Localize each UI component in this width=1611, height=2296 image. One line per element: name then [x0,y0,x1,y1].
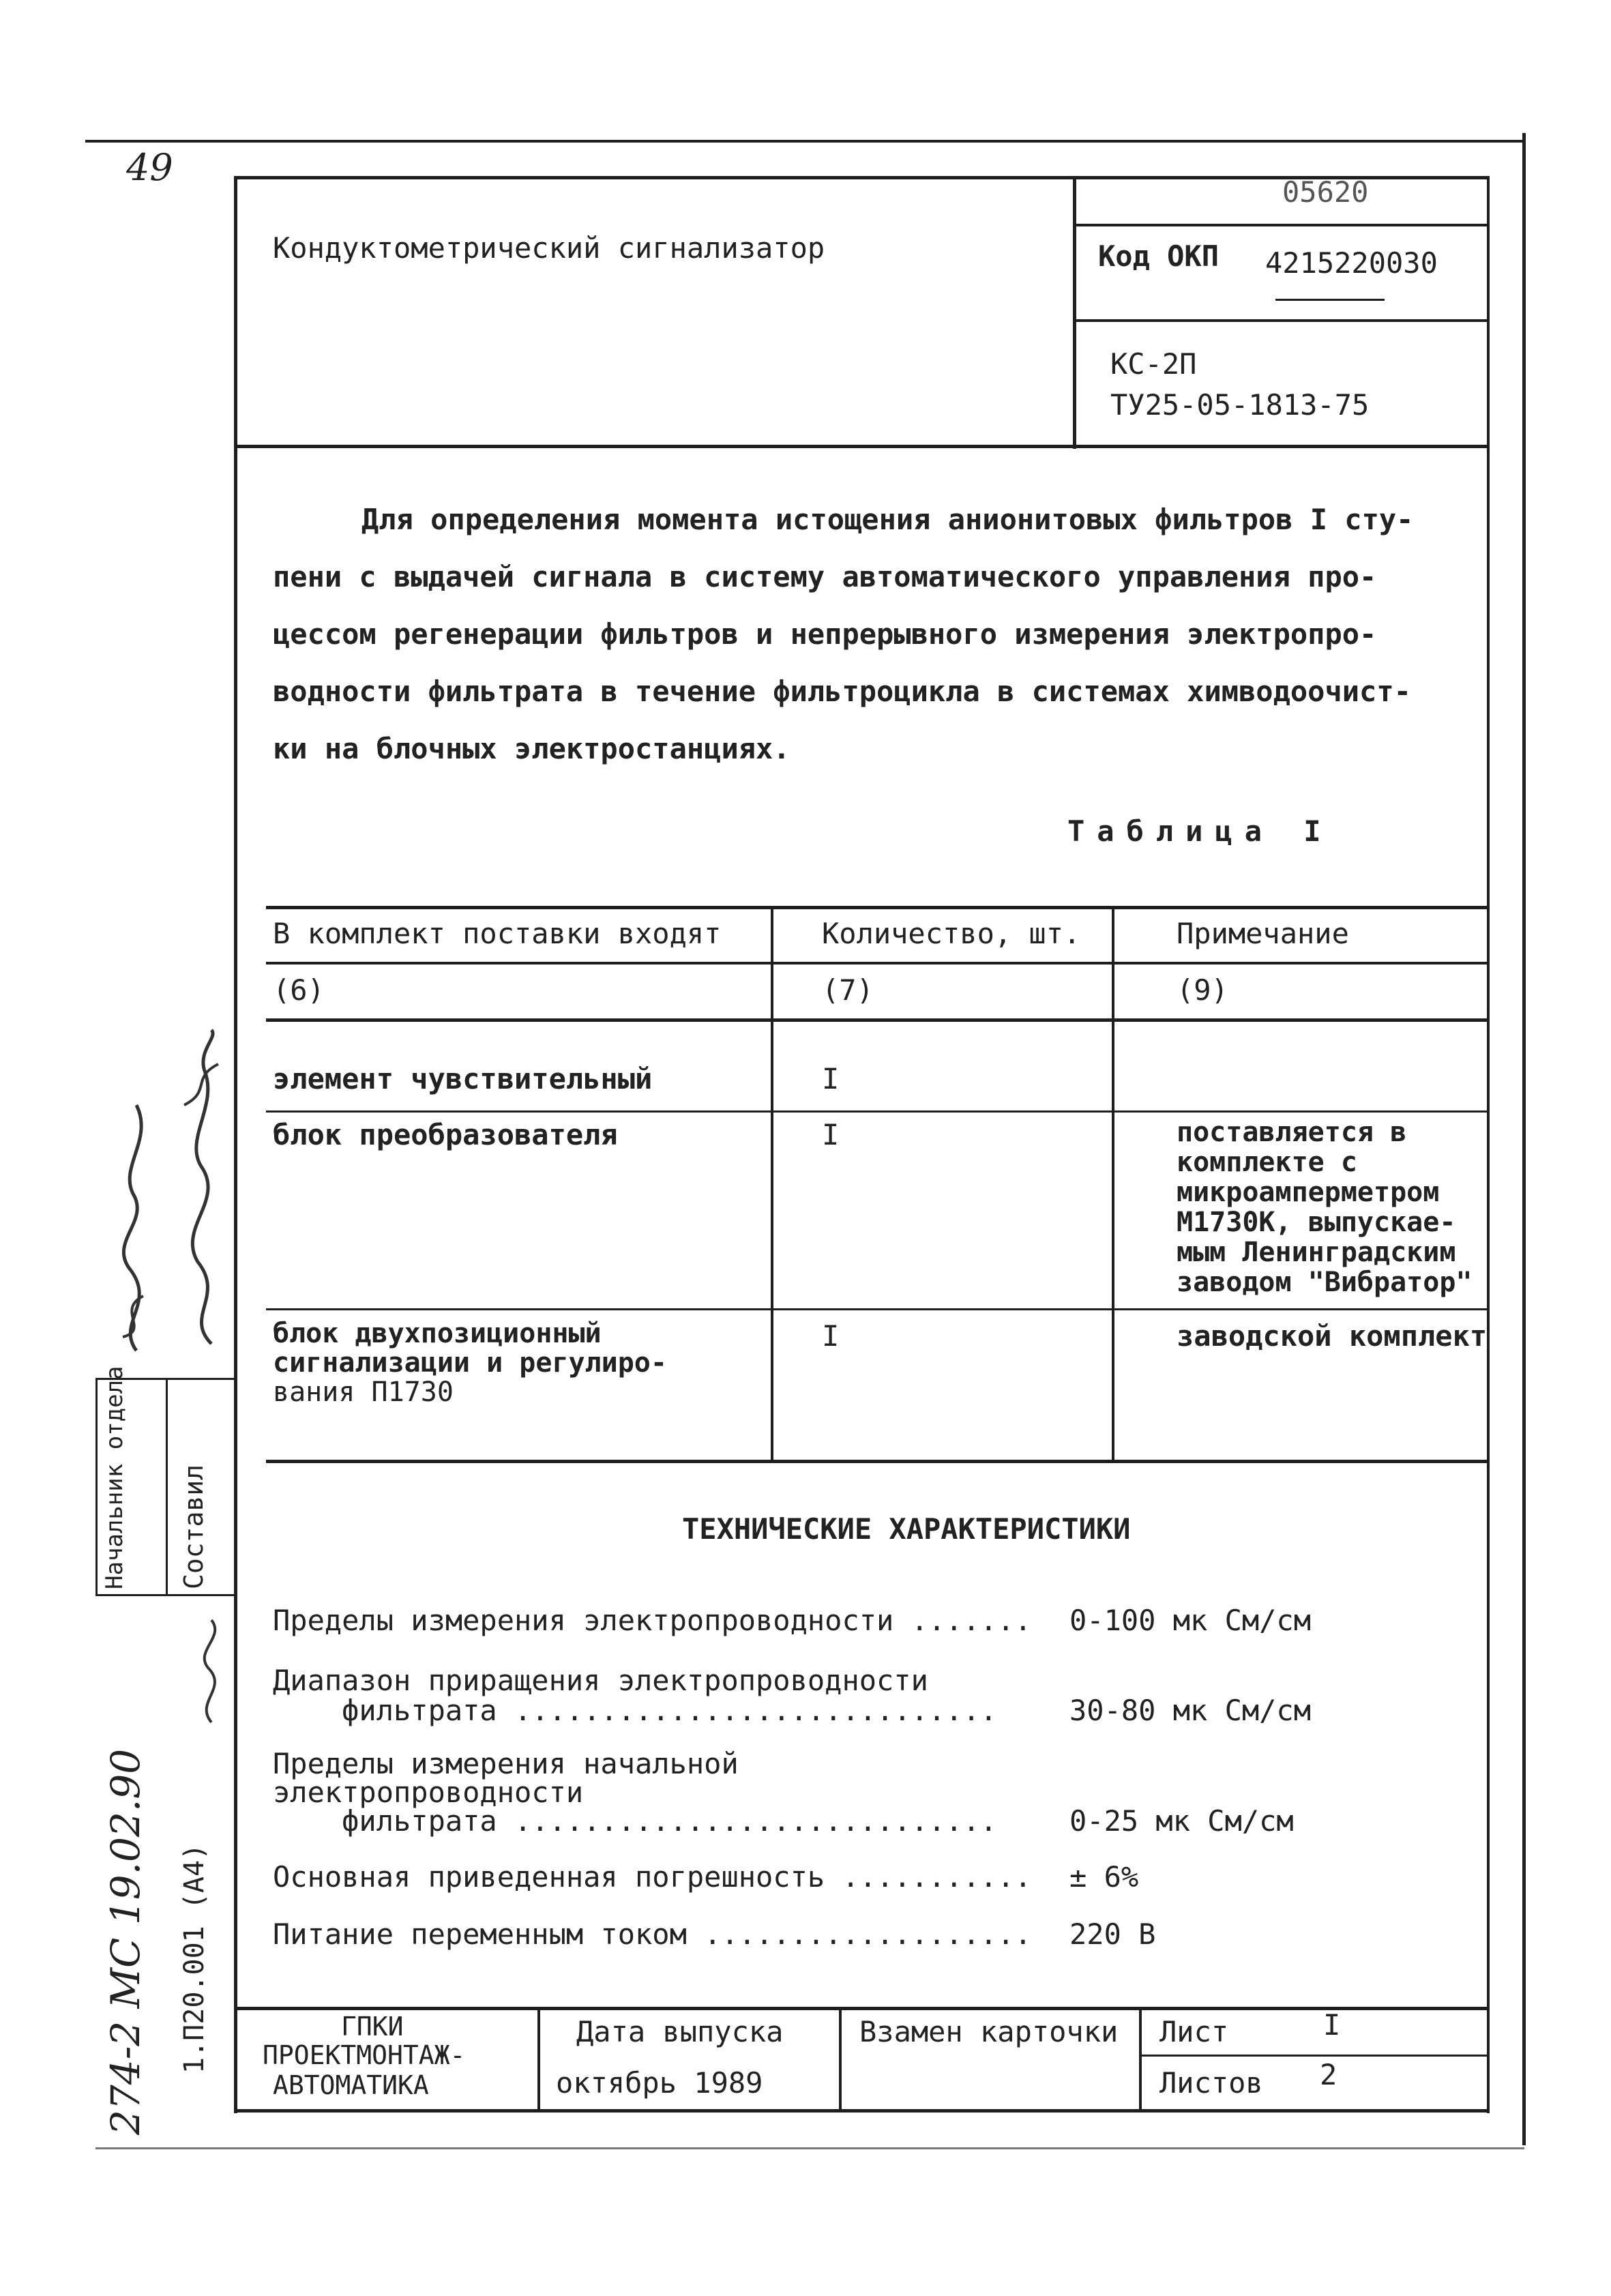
form-code-text: 1.П20.001 (А4) [179,1843,210,2074]
table-row-1-item: элемент чувствительный [273,1062,653,1095]
form-code-label [179,1787,210,2074]
description-line-5: ки на блочных электростанциях. [273,732,790,765]
stamp-made-text: Составил [179,1464,209,1589]
handwritten-note-text: 274-2 МС 19.02.90 [102,1748,149,2135]
table-row-3-item-1: блок двухпозиционный [273,1318,602,1349]
header-divider-vertical [1073,176,1076,449]
table-row-3-qty: I [822,1319,840,1353]
spec-2-value: 30-80 мк См/см [1069,1694,1312,1727]
table-code-note: (9) [1177,973,1228,1007]
card-right-border [1487,176,1490,2113]
footer-sheet-label: Лист [1159,2015,1229,2048]
okp-underline [1275,299,1385,301]
spec-3-value: 0-25 мк См/см [1069,1804,1294,1838]
table-row-2-item: блок преобразователя [273,1118,618,1151]
table-caption: Таблица I [1067,814,1333,848]
footer-divider-1 [537,2007,540,2112]
table-row-3-note-1: заводской комплект [1177,1319,1488,1353]
footer-sheets-value: 2 [1320,2058,1337,2091]
footer-divider-3 [1139,2007,1142,2112]
signature-head-image [102,1064,171,1364]
table-bottom-border [266,1460,1487,1463]
footer-bottom-border [234,2109,1489,2113]
header-title: Кондуктометрический сигнализатор [273,231,825,265]
spec-4-value: ± 6% [1069,1860,1139,1894]
stamp-line-divider [166,1378,168,1596]
table-row-2-note-1: поставляется в [1177,1117,1407,1148]
table-col-divider-1 [771,906,773,1462]
table-row-2-note-5: мым Ленинградским [1177,1237,1456,1268]
bottom-frame-line [95,2147,1524,2149]
table-row-2-note-3: микроамперметром [1177,1177,1440,1208]
footer-org-2: ПРОЕКТМОНТАЖ- [263,2040,466,2070]
footer-date-value: октябрь 1989 [556,2066,763,2100]
footer-top-border [234,2007,1489,2010]
signature-made-image [171,1023,239,1364]
footer-divider-2 [839,2007,842,2112]
spec-3-line-2: электропроводности [273,1776,584,1809]
table-codes-divider [266,1018,1487,1022]
description-line-1: Для определения момента истощения анионитовых фильтров I сту- [361,503,1414,536]
spec-2-line-2: фильтрата ............................ [273,1694,998,1727]
signature-lower-image [188,1613,235,1729]
header-bottom-border [234,445,1489,448]
stamp-made-label [179,1385,209,1589]
okp-label: Код ОКП [1098,239,1220,273]
description-line-2: пени с выдачей сигнала в систему автоматического управления про- [273,560,1377,593]
stamp-head-text: Начальник отдела [101,1366,128,1589]
header-divider-okp [1073,319,1489,322]
spec-1-value: 0-100 мк См/см [1069,1604,1312,1637]
footer-org-1: ГПКИ [341,2012,404,2042]
spec-3-line-1: Пределы измерения начальной [273,1747,739,1780]
footer-replace-label: Взамен карточки [859,2015,1119,2048]
table-code-items: (6) [273,973,325,1007]
spec-3-line-3: фильтрата ............................ [273,1804,998,1838]
footer-sheets-label: Листов [1159,2066,1263,2100]
stamp-head-label [101,1366,128,1589]
footer-sheet-value: I [1323,2008,1341,2042]
description-line-3: цессом регенерации фильтров и непрерывного измерения электропро- [273,617,1377,651]
table-row1-divider [266,1110,1487,1113]
model: КС-2П [1110,347,1197,381]
spec-4-line-1: Основная приведенная погрешность ........... [273,1860,1032,1894]
footer-sheet-divider [1139,2055,1489,2057]
table-row2-divider [266,1308,1487,1310]
right-frame-line [1522,133,1526,2145]
okp-code: 4215220030 [1265,246,1438,280]
table-row-2-note-6: заводом "Вибратор" [1177,1267,1473,1298]
footer-date-label: Дата выпуска [576,2015,784,2048]
header-divider-number [1073,224,1489,226]
table-code-qty: (7) [822,973,874,1007]
specs-title: ТЕХНИЧЕСКИЕ ХАРАКТЕРИСТИКИ [682,1512,1131,1546]
stamp-line-outer [95,1378,98,1596]
stamp-line-bottom [95,1594,235,1596]
table-header-note: Примечание [1177,917,1349,950]
table-header-qty: Количество, шт. [822,917,1081,950]
spec-5-line-1: Питание переменным током ................... [273,1917,1032,1951]
description-line-4: водности фильтрата в течение фильтроцикла в системах химводоочист- [273,675,1411,708]
table-col-divider-2 [1112,906,1114,1462]
table-row-2-note-2: комплекте с [1177,1147,1357,1178]
page-number: 49 [126,146,173,189]
table-row-1-qty: I [822,1062,840,1095]
table-row-3-item-3: вания П1730 [273,1377,454,1408]
table-header-items: В комплект поставки входят [273,917,722,950]
table-row-2-qty: I [822,1118,840,1151]
table-header-divider [266,962,1487,965]
spec-1-line-1: Пределы измерения электропроводности ....... [273,1604,1032,1637]
handwritten-note-label [102,1698,149,2135]
table-row-2-note-4: М1730К, выпускае- [1177,1207,1456,1238]
top-frame-line [85,140,1524,143]
footer-org-3: АВТОМАТИКА [273,2070,429,2100]
tu-number: ТУ25-05-1813-75 [1110,388,1370,422]
header-number: 05620 [1282,175,1369,209]
table-top-border [266,906,1487,909]
spec-2-line-1: Диапазон приращения электропроводности [273,1664,928,1697]
spec-5-value: 220 В [1069,1917,1156,1951]
table-row-3-item-2: сигнализации и регулиро- [273,1347,667,1379]
